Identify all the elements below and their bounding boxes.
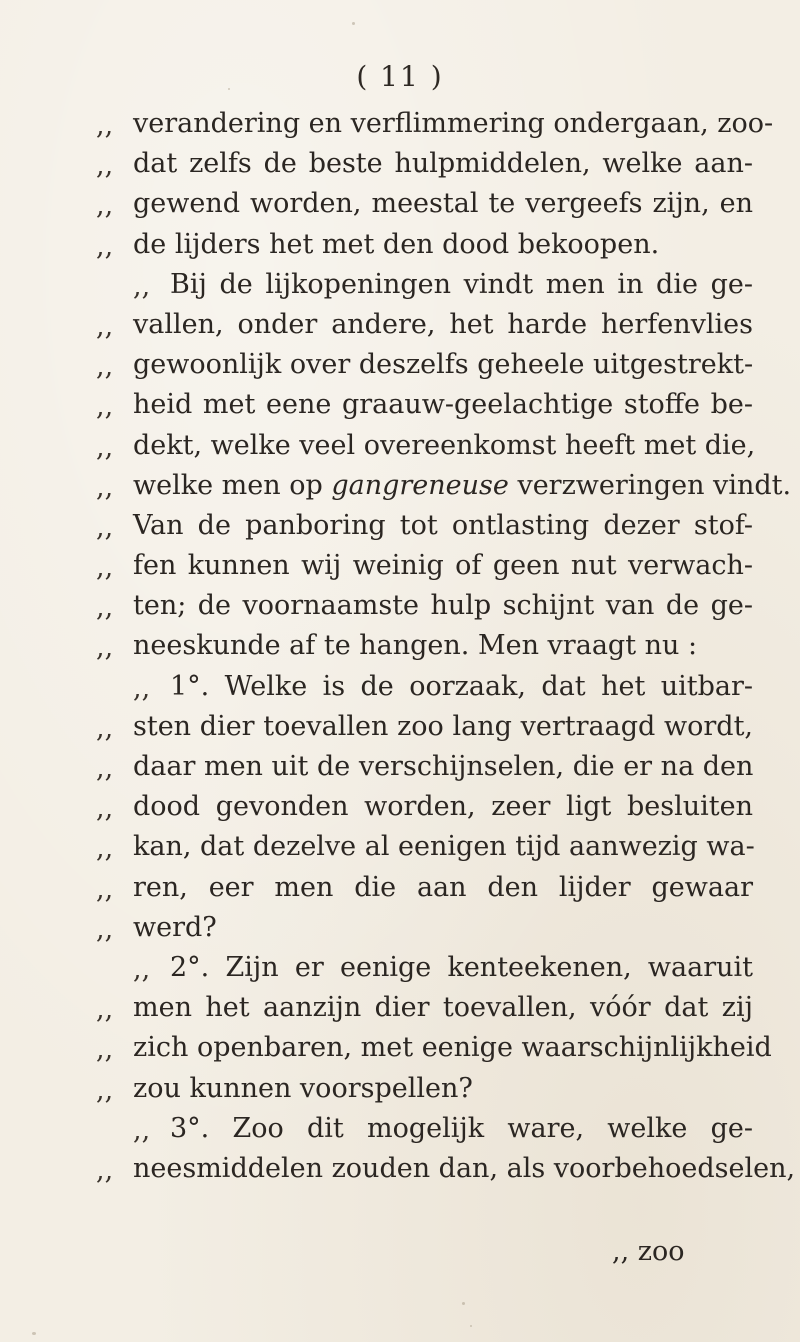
text-line [0,587,800,627]
line-text: dekt, welke veel overeenkomst heeft met die, [133,429,756,461]
quote-mark: ,, [96,913,114,945]
paragraph-start-line [0,266,800,306]
quote-mark: ,, [133,270,151,302]
quote-mark: ,, [96,190,114,222]
text-line [0,909,800,949]
line-text: ren, eer men die aan den lijder gewaar [133,871,753,903]
paragraph-start-line [0,1110,800,1150]
line-text: neeskunde af te hangen. Men vraagt nu : [133,630,698,662]
page-number: ( 11 ) [356,60,444,93]
text-line [0,708,800,748]
line-text: 2°. Zijn er eenige kenteekenen, waaruit [170,951,753,983]
line-text: vallen, onder andere, het harde herfenvlies [133,308,753,340]
line-text: 3°. Zoo dit mogelijk ware, welke ge- [170,1112,753,1144]
paper-speck [228,88,230,90]
line-text: kan, dat dezelve al eenigen tijd aanwezig wa- [133,831,755,863]
quote-mark: ,, [96,230,114,262]
text-line [0,1070,800,1110]
quote-mark: ,, [96,753,114,784]
paper-speck [352,22,355,25]
line-text: Van de panboring tot ontlasting dezer stof- [133,509,753,541]
quote-mark: ,, [96,391,114,423]
quote-mark: ,, [133,953,151,985]
quote-mark: ,, [96,351,114,383]
text-line [0,788,800,828]
quote-mark: ,, [96,793,114,825]
text-block [0,105,800,1190]
paper-speck [470,1325,472,1327]
line-text-pre: welke men op [133,469,332,501]
line-text: gewoonlijk over deszelfs geheele uitgestrekt- [133,349,754,381]
paper-speck [32,1332,36,1335]
line-text: fen kunnen wij weinig of geen nut verwach- [133,550,753,582]
quote-mark: ,, [96,110,114,141]
text-line [0,828,800,868]
quote-mark: ,, [96,994,114,1026]
quote-mark: ,, [96,632,114,664]
line-text: zich openbaren, met eenige waarschijnlijkheid [133,1032,772,1064]
line-text [133,469,792,501]
line-text: sten dier toevallen zoo lang vertraagd wordt, [133,710,753,742]
text-line [0,105,800,145]
line-text: ten; de voornaamste hulp schijnt van de ge- [133,590,753,622]
line-text: 1°. Welke is de oorzaak, dat het uitbar- [170,670,753,702]
paragraph-start-line [0,949,800,989]
quote-mark: ,, [96,1154,114,1186]
text-line [0,185,800,225]
italic-term: gangreneuse [331,469,509,501]
line-text: zou kunnen voorspellen? [133,1072,473,1104]
text-line [0,386,800,426]
line-text: gewend worden, meestal te vergeefs zijn, en [133,188,753,220]
line-text: neesmiddelen zouden dan, als voorbehoedselen, [133,1152,796,1184]
text-line [0,467,800,507]
paragraph-start-line [0,668,800,708]
text-line [0,1150,800,1190]
quote-mark: ,, [96,511,114,543]
quote-mark: ,, [96,833,114,865]
quote-mark: ,, [96,1034,114,1066]
text-line [0,507,800,547]
line-text: heid met eene graauw-geelachtige stoffe be- [133,389,753,421]
text-line [0,1029,800,1069]
text-line [0,748,800,788]
quote-mark: ,, [96,431,114,463]
text-line [0,346,800,386]
line-text: men het aanzijn dier toevallen, vóór dat zij [133,992,753,1024]
catchword: ,, zoo [612,1236,685,1267]
line-text: de lijders het met den dood bekoopen. [133,228,660,260]
quote-mark: ,, [96,310,114,342]
quote-mark: ,, [133,1114,151,1146]
line-text: Bij de lijkopeningen vindt men in die ge- [170,268,753,300]
text-line [0,869,800,909]
line-text: verandering en verflimmering ondergaan, zoo- [133,108,774,139]
text-line [0,145,800,185]
quote-mark: ,, [96,150,114,182]
quote-mark: ,, [96,592,114,624]
line-text: dood gevonden worden, zeer ligt besluiten [133,791,753,823]
quote-mark: ,, [96,552,114,584]
line-text: dat zelfs de beste hulpmiddelen, welke aan- [133,148,753,180]
quote-mark: ,, [96,471,114,503]
quote-mark: ,, [96,712,114,744]
text-line [0,547,800,587]
quote-mark: ,, [133,672,151,704]
text-line [0,989,800,1029]
quote-mark: ,, [96,1074,114,1106]
line-text: werd? [133,911,217,943]
quote-mark: ,, [96,873,114,905]
paper-speck [462,1302,465,1305]
text-line [0,306,800,346]
text-line [0,427,800,467]
text-line [0,627,800,667]
text-line [0,226,800,266]
line-text-post: verzweringen vindt. [508,469,792,501]
line-text: daar men uit de verschijnselen, die er na den [133,751,754,782]
